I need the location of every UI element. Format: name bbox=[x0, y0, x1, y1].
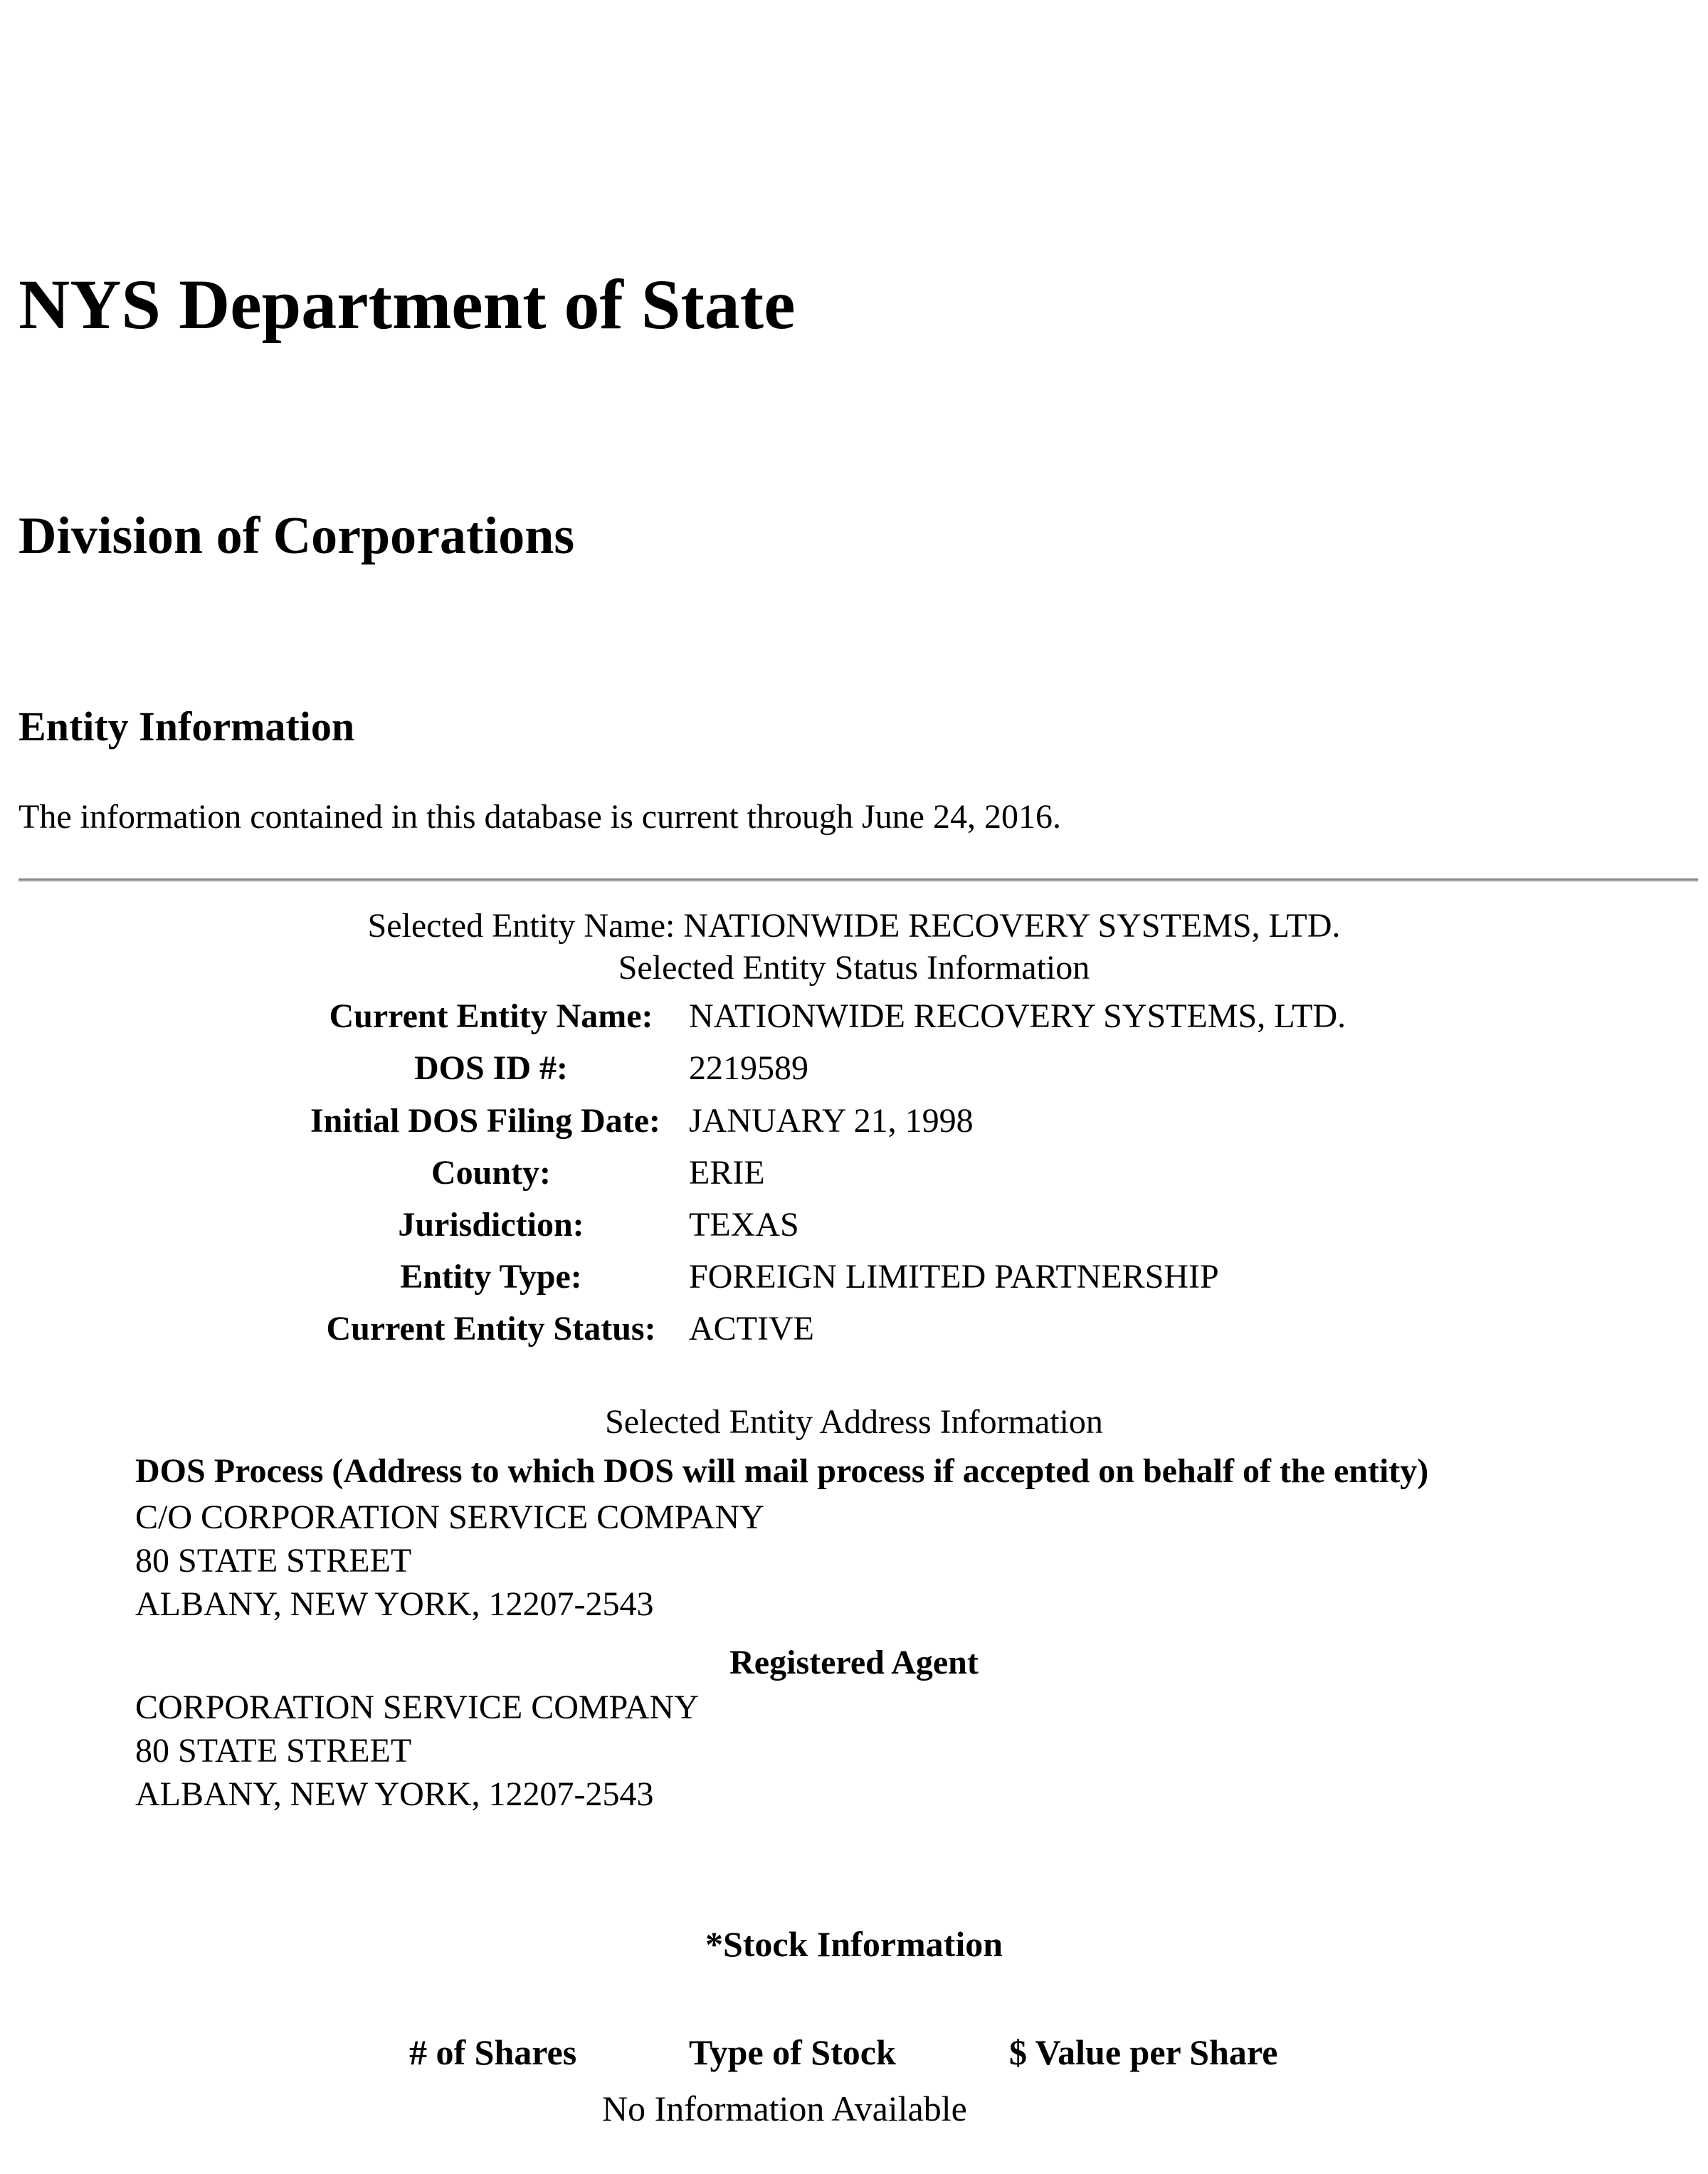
address-line: CORPORATION SERVICE COMPANY bbox=[135, 1689, 699, 1726]
field-value-current-status: ACTIVE bbox=[689, 1310, 814, 1348]
page-title: NYS Department of State bbox=[19, 265, 796, 344]
division-heading: Division of Corporations bbox=[19, 507, 575, 565]
stock-column-value: $ Value per Share bbox=[1009, 2032, 1278, 2072]
field-label-current-entity-name: Current Entity Name: bbox=[329, 997, 653, 1035]
status-info-heading: Selected Entity Status Information bbox=[618, 949, 1090, 987]
currency-note: The information contained in this database is current through June 24, 2016. bbox=[19, 798, 1061, 836]
address-line: C/O CORPORATION SERVICE COMPANY bbox=[135, 1498, 764, 1536]
field-label-initial-filing-date: Initial DOS Filing Date: bbox=[310, 1102, 661, 1140]
field-label-current-status: Current Entity Status: bbox=[326, 1310, 656, 1348]
selected-entity-name: Selected Entity Name: NATIONWIDE RECOVERY SYSTEMS, LTD. bbox=[367, 907, 1341, 945]
stock-column-type: Type of Stock bbox=[689, 2032, 896, 2072]
stock-info-heading: *Stock Information bbox=[705, 1924, 1003, 1964]
stock-column-shares: # of Shares bbox=[409, 2032, 577, 2072]
field-value-entity-type: FOREIGN LIMITED PARTNERSHIP bbox=[689, 1258, 1219, 1296]
address-info-heading: Selected Entity Address Information bbox=[605, 1403, 1103, 1441]
field-label-jurisdiction: Jurisdiction: bbox=[398, 1206, 584, 1244]
horizontal-rule bbox=[19, 878, 1698, 882]
field-value-initial-filing-date: JANUARY 21, 1998 bbox=[689, 1102, 974, 1140]
address-line: ALBANY, NEW YORK, 12207-2543 bbox=[135, 1775, 654, 1813]
field-label-county: County: bbox=[431, 1154, 552, 1192]
dos-process-heading: DOS Process (Address to which DOS will mail process if accepted on behalf of the entity) bbox=[135, 1452, 1429, 1490]
field-label-dos-id: DOS ID #: bbox=[413, 1049, 569, 1087]
stock-empty-message: No Information Available bbox=[602, 2089, 967, 2128]
field-value-current-entity-name: NATIONWIDE RECOVERY SYSTEMS, LTD. bbox=[689, 997, 1346, 1035]
registered-agent-heading: Registered Agent bbox=[729, 1644, 979, 1681]
address-line: 80 STATE STREET bbox=[135, 1732, 412, 1770]
section-heading: Entity Information bbox=[19, 703, 355, 750]
address-line: ALBANY, NEW YORK, 12207-2543 bbox=[135, 1585, 654, 1623]
field-value-dos-id: 2219589 bbox=[689, 1049, 808, 1087]
field-label-entity-type: Entity Type: bbox=[400, 1258, 582, 1296]
field-value-county: ERIE bbox=[689, 1154, 765, 1192]
registered-agent-address bbox=[135, 1686, 699, 1816]
address-line: 80 STATE STREET bbox=[135, 1542, 412, 1580]
dos-process-address bbox=[135, 1496, 764, 1626]
field-value-jurisdiction: TEXAS bbox=[689, 1206, 799, 1244]
